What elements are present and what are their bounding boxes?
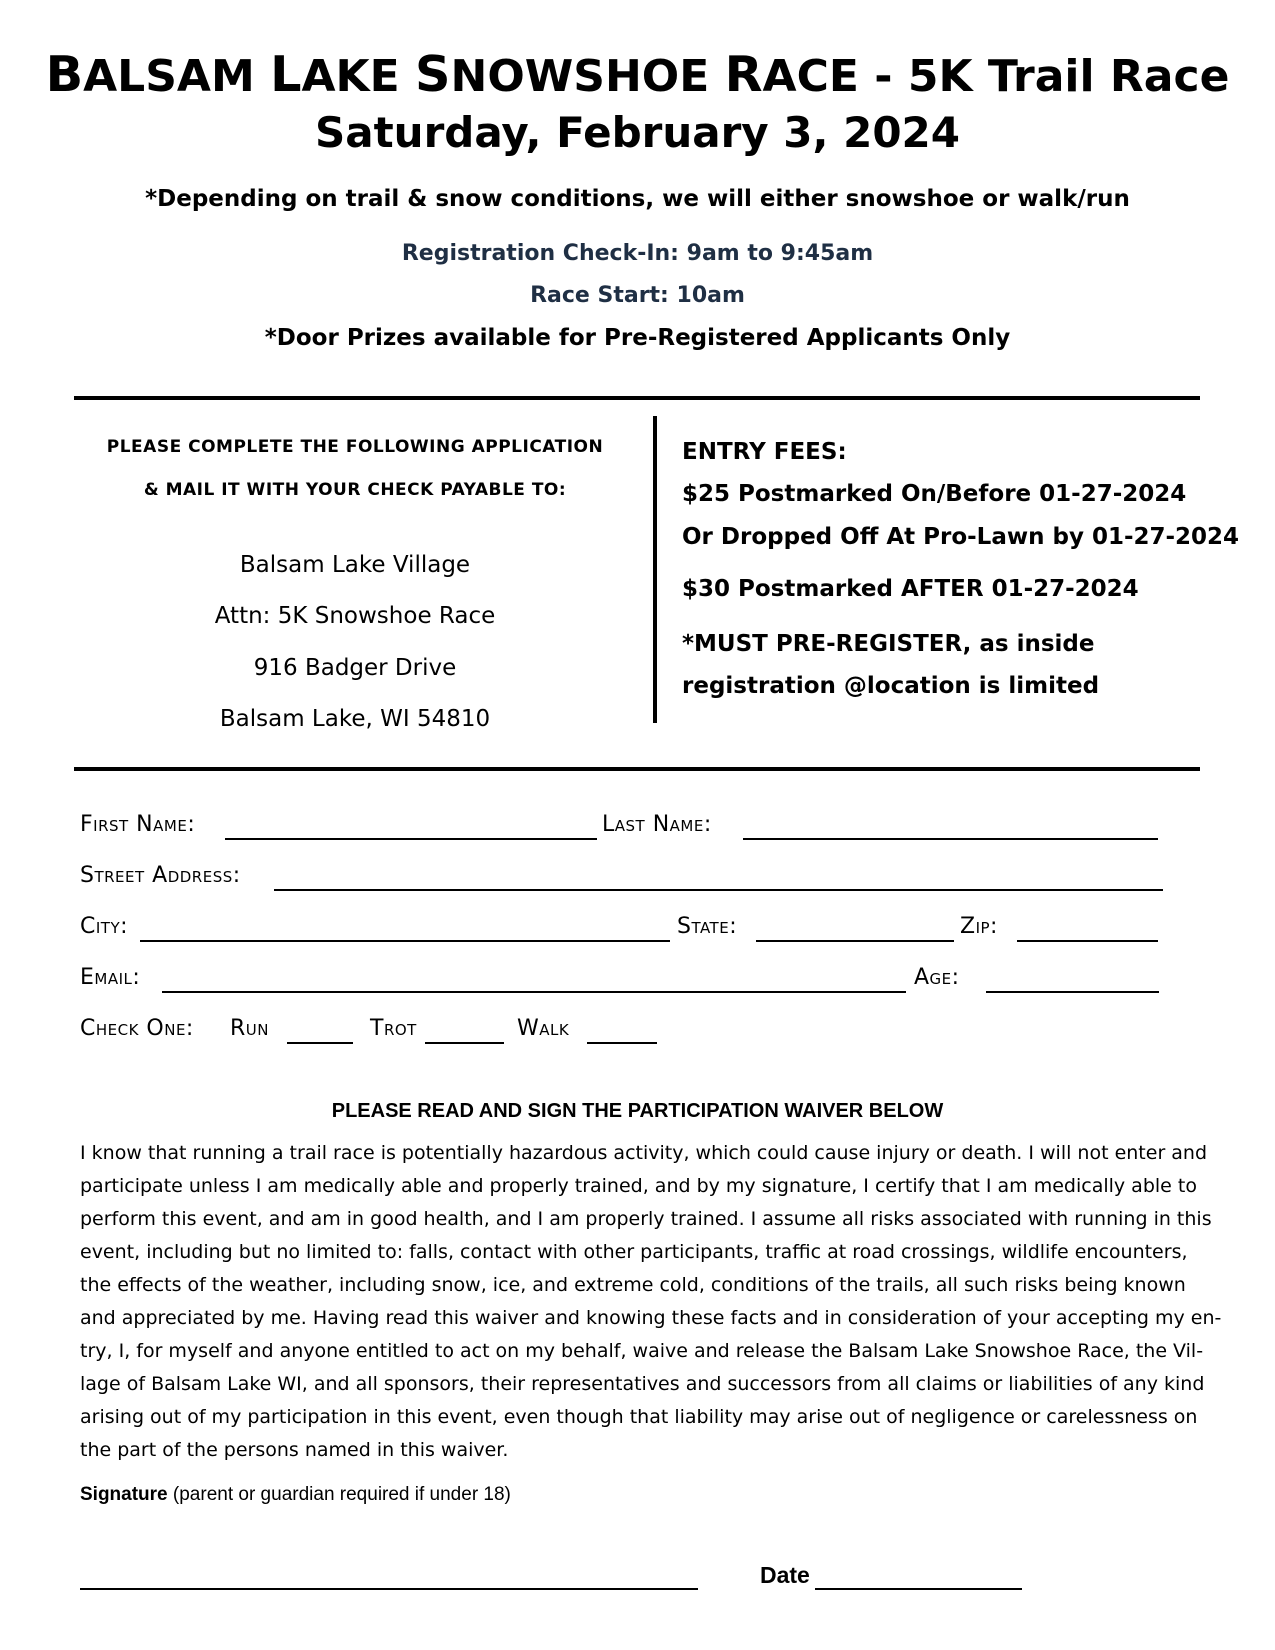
last-name-label: Last Name: [602, 812, 712, 837]
state-label: State: [677, 914, 738, 939]
trot-label: Trot [370, 1016, 417, 1041]
city-state-zip-row [80, 914, 1180, 946]
email-field[interactable] [162, 991, 906, 993]
divider-top [74, 396, 1200, 400]
street-address-field[interactable] [274, 889, 1163, 891]
divider-vertical [653, 416, 657, 723]
run-checkbox-line[interactable] [287, 1042, 353, 1044]
signature-field[interactable] [80, 1588, 698, 1590]
zip-field[interactable] [1017, 940, 1158, 942]
waiver-line: the effects of the weather, including snow, ice, and extreme cold, conditions of the trails, all such risks being known [80, 1274, 1186, 1296]
trot-checkbox-line[interactable] [425, 1042, 504, 1044]
waiver-line: the part of the persons named in this waiver. [80, 1439, 509, 1461]
first-name-label: First Name: [80, 812, 196, 837]
zip-label: Zip: [960, 914, 998, 939]
conditions-note: *Depending on trail & snow conditions, we will either snowshoe or walk/run [145, 186, 1130, 212]
waiver-line: participate unless I am medically able and properly trained, and by my signature, I certify that I am medically able to [80, 1175, 1197, 1197]
address-row [80, 863, 1180, 895]
waiver-heading: PLEASE READ AND SIGN THE PARTICIPATION WAIVER BELOW [331, 1100, 944, 1122]
age-label: Age: [914, 965, 960, 990]
address-line3: 916 Badger Drive [253, 655, 457, 681]
waiver-line: I know that running a trail race is potentially hazardous activity, which could cause injury or death. I will not enter and [80, 1142, 1208, 1164]
preregister-note-line1: *MUST PRE-REGISTER, as inside [682, 631, 1095, 657]
check-one-label: Check One: [80, 1016, 194, 1041]
date-field[interactable] [815, 1588, 1022, 1590]
waiver-line: perform this event, and am in good health, and I am properly trained. I assume all risks associated with running in this [80, 1208, 1212, 1230]
door-prizes-note: *Door Prizes available for Pre-Registered Applicants Only [264, 325, 1011, 351]
email-label: Email: [80, 965, 141, 990]
city-label: City: [80, 914, 129, 939]
entry-fees-heading: ENTRY FEES: [682, 439, 847, 465]
preregister-note-line2: registration @location is limited [682, 673, 1100, 699]
waiver-line: lage of Balsam Lake WI, and all sponsors, their representatives and successors from all claims or liabilities of any kind [80, 1373, 1205, 1395]
waiver-line: event, including but no limited to: falls, contact with other participants, traffic at road crossings, wildlife encounters, [80, 1241, 1188, 1263]
name-row [80, 812, 1180, 844]
mail-instructions-line1: PLEASE COMPLETE THE FOLLOWING APPLICATION [106, 437, 604, 457]
race-title: BALSAM LAKE SNOWSHOE RACE - 5K Trail Race [45, 45, 1230, 103]
age-field[interactable] [986, 991, 1159, 993]
walk-checkbox-line[interactable] [587, 1042, 657, 1044]
mail-instructions-line2: & MAIL IT WITH YOUR CHECK PAYABLE TO: [143, 480, 567, 500]
waiver-line: arising out of my participation in this event, even though that liability may arise out of negligence or carelessness on [80, 1406, 1198, 1428]
city-field[interactable] [140, 940, 670, 942]
walk-label: Walk [517, 1016, 570, 1041]
waiver-line: try, I, for myself and anyone entitled to act on my behalf, waive and release the Balsam Lake Snowshoe Race, the Vil- [80, 1340, 1204, 1362]
waiver-line: and appreciated by me. Having read this waiver and knowing these facts and in consideration of your accepting my en- [80, 1307, 1222, 1329]
check-one-row [80, 1016, 1180, 1048]
state-field[interactable] [756, 940, 954, 942]
address-line1: Balsam Lake Village [239, 552, 471, 578]
date-label: Date [760, 1562, 810, 1588]
email-age-row [80, 965, 1180, 997]
address-line2: Attn: 5K Snowshoe Race [214, 603, 496, 629]
race-date: Saturday, February 3, 2024 [315, 108, 960, 157]
fee-early: $25 Postmarked On/Before 01-27-2024 [682, 481, 1187, 507]
race-start-time: Race Start: 10am [530, 283, 745, 308]
address-line4: Balsam Lake, WI 54810 [219, 706, 491, 732]
last-name-field[interactable] [743, 838, 1158, 840]
fee-dropoff: Or Dropped Off At Pro-Lawn by 01-27-2024 [682, 524, 1240, 550]
fee-late: $30 Postmarked AFTER 01-27-2024 [682, 576, 1139, 602]
street-address-label: Street Address: [80, 863, 241, 888]
run-label: Run [230, 1016, 269, 1041]
checkin-time: Registration Check-In: 9am to 9:45am [401, 241, 874, 266]
first-name-field[interactable] [225, 838, 597, 840]
divider-bottom [74, 767, 1200, 771]
signature-label: Signature (parent or guardian required if under 18) [80, 1484, 511, 1505]
